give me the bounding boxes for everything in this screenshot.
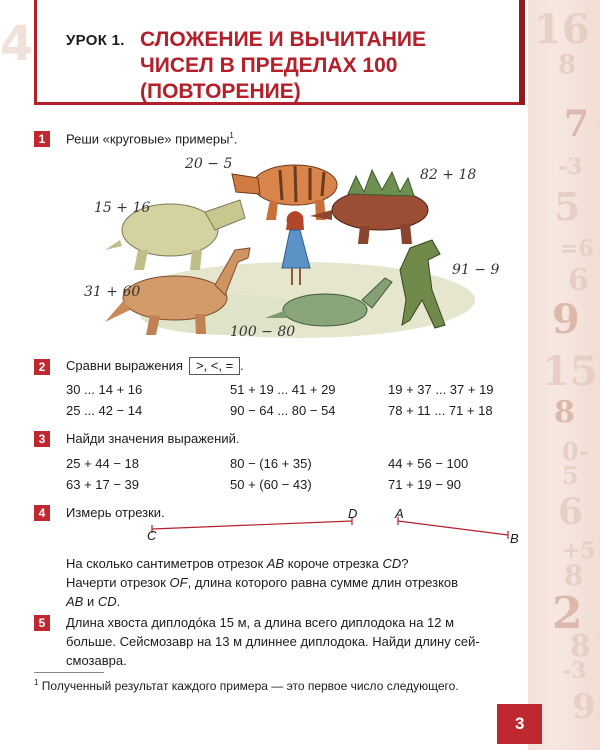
task2-text bbox=[66, 357, 244, 375]
footnote-mark: 1 bbox=[34, 678, 39, 687]
task5-line: смозавра. bbox=[66, 653, 127, 668]
example-label: 31 + 60 bbox=[84, 284, 141, 300]
segment-name: CD bbox=[97, 594, 117, 609]
footnote-text: Полученный результат каждого примера — это первое число следующего. bbox=[41, 679, 459, 693]
margin-number: 5 bbox=[554, 184, 581, 229]
lesson-title-line: СЛОЖЕНИЕ И ВЫЧИТАНИЕ bbox=[140, 28, 426, 51]
math-expression: 80 − (16 + 35) bbox=[230, 456, 312, 471]
segment-name: OF bbox=[169, 575, 188, 590]
task3-instruction: Найди значения выражений. bbox=[66, 431, 240, 446]
text: , длина которого равна сумме длин отрезков bbox=[187, 575, 459, 590]
task2-tail: . bbox=[240, 358, 244, 373]
segment-cd bbox=[152, 521, 352, 529]
text: ? bbox=[401, 556, 409, 571]
margin-number: 8 bbox=[558, 50, 577, 80]
footnote-rule bbox=[34, 672, 104, 673]
margin-number: 2 bbox=[552, 588, 583, 639]
point-label-c: C bbox=[147, 528, 157, 543]
task1-tail: . bbox=[233, 131, 238, 147]
page-number: 3 bbox=[515, 714, 525, 733]
example-label: 91 − 9 bbox=[452, 262, 500, 278]
task-number: 1 bbox=[34, 131, 50, 147]
margin-number: 8 bbox=[564, 559, 584, 592]
margin-number: 0-5 bbox=[562, 437, 589, 490]
task5-text bbox=[66, 613, 526, 670]
text: Начерти отрезок bbox=[66, 575, 166, 590]
comparison-signs-box: >, <, = bbox=[189, 357, 240, 375]
task2-instruction: Сравни выражения bbox=[66, 358, 183, 373]
margin-number: 8 bbox=[570, 629, 591, 664]
margin-number: 4 bbox=[0, 16, 34, 72]
example-label: 15 + 16 bbox=[94, 200, 151, 216]
decorative-margin bbox=[528, 0, 600, 750]
point-label-a: A bbox=[395, 506, 404, 521]
margin-number: =6 bbox=[560, 236, 594, 262]
margin-number: 6 bbox=[558, 491, 584, 533]
task4-questions bbox=[66, 554, 526, 611]
math-expression: 63 + 17 − 39 bbox=[66, 477, 140, 492]
margin-number: 9 bbox=[572, 687, 596, 727]
compare-expression: 51 + 19 ... 41 + 29 bbox=[230, 382, 336, 397]
math-expression: 44 + 56 − 100 bbox=[388, 456, 469, 471]
compare-expression: 90 − 64 ... 80 − 54 bbox=[230, 403, 336, 418]
task-number: 2 bbox=[34, 359, 50, 375]
compare-expression: 78 + 11 ... 71 + 18 bbox=[388, 403, 493, 418]
point-label-b: B bbox=[510, 531, 519, 546]
margin-number: -3 bbox=[558, 154, 583, 180]
margin-number: 8 bbox=[554, 395, 575, 430]
math-expression: 50 + (60 − 43) bbox=[230, 477, 312, 492]
task-number: 5 bbox=[34, 615, 50, 631]
compare-expression: 25 ... 42 − 14 bbox=[66, 403, 143, 418]
footnote-mark: 1 bbox=[229, 131, 234, 140]
lesson-title-line: (ПОВТОРЕНИЕ) bbox=[140, 80, 301, 103]
task4-instruction: Измерь отрезки. bbox=[66, 505, 165, 520]
math-expression: 25 + 44 − 18 bbox=[66, 456, 140, 471]
segments-diagram bbox=[140, 505, 530, 550]
segment-ab bbox=[398, 521, 508, 535]
margin-number: -3 bbox=[562, 658, 587, 684]
task4-question-2 bbox=[66, 573, 526, 592]
lesson-label: УРОК 1. bbox=[66, 32, 125, 49]
task5-line: Длина хвоста диплодóка 15 м, а длина всего диплодока на 12 м bbox=[66, 615, 455, 630]
text: . bbox=[116, 594, 121, 609]
task1-instruction: Реши «круговые» примеры bbox=[66, 131, 230, 147]
margin-number: +5 bbox=[562, 538, 596, 564]
example-label: 82 + 18 bbox=[420, 167, 477, 183]
header-border-left bbox=[34, 0, 37, 104]
text: На сколько сантиметров отрезок bbox=[66, 556, 264, 571]
task-number: 4 bbox=[34, 505, 50, 521]
dinosaur-illustration bbox=[110, 150, 470, 345]
margin-number: 15 bbox=[542, 348, 598, 395]
task-number: 3 bbox=[34, 431, 50, 447]
segment-name: CD bbox=[382, 556, 402, 571]
footnote bbox=[34, 678, 459, 693]
triceratops-top bbox=[232, 165, 337, 220]
margin-number: 16 bbox=[534, 6, 590, 53]
text: и bbox=[86, 594, 95, 609]
text: короче отрезка bbox=[287, 556, 379, 571]
page-number-badge bbox=[497, 704, 542, 744]
task4-question-2-cont bbox=[66, 592, 526, 611]
margin-number: 9 bbox=[552, 296, 580, 343]
compare-expression: 30 ... 14 + 16 bbox=[66, 382, 143, 397]
header-border-right bbox=[519, 0, 525, 105]
segment-name: AB bbox=[66, 594, 84, 609]
task5-line: больше. Сейсмозавр на 13 м длиннее диплодока. Найди длину сей- bbox=[66, 634, 480, 649]
task4-question-1 bbox=[66, 554, 526, 573]
task1-text bbox=[66, 131, 238, 146]
margin-number: 6 bbox=[568, 263, 589, 298]
segment-name: AB bbox=[266, 556, 285, 571]
compare-expression: 19 + 37 ... 37 + 19 bbox=[388, 382, 494, 397]
margin-number: 7 bbox=[564, 103, 590, 145]
example-label: 20 − 5 bbox=[185, 156, 233, 172]
lesson-title-line: ЧИСЕЛ В ПРЕДЕЛАХ 100 bbox=[140, 54, 398, 77]
math-expression: 71 + 19 − 90 bbox=[388, 477, 462, 492]
lesson-title bbox=[140, 27, 426, 105]
point-label-d: D bbox=[348, 506, 358, 521]
example-label: 100 − 80 bbox=[230, 324, 296, 340]
